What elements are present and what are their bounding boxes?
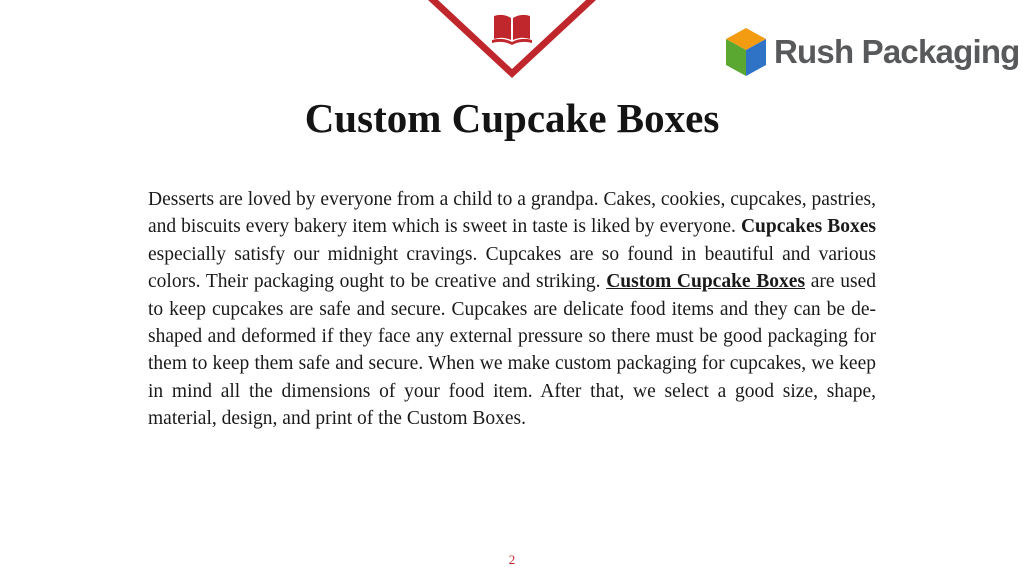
page-title: Custom Cupcake Boxes	[304, 95, 720, 141]
logo-name: Rush Packaging	[774, 33, 1020, 70]
body-paragraph	[148, 186, 876, 433]
page-number: 2	[508, 552, 516, 567]
body-text-part-1: Desserts are loved by everyone from a child to a grandpa. Cakes, cookies, cupcakes, pastries, and biscuits every bakery item which is sweet in taste is liked by everyone.	[148, 189, 876, 238]
rush-packaging-logo[interactable]	[724, 22, 1020, 82]
bold-keyword: Cupcakes Boxes	[740, 216, 876, 238]
body-text-part-2: especially satisfy our midnight cravings. Cupcakes are so found in beautiful and various colors. Their packaging ought to be creative and striking.	[148, 243, 876, 293]
cube-logo-icon	[724, 26, 768, 78]
custom-cupcake-boxes-link[interactable]: Custom Cupcake Boxes	[606, 271, 806, 293]
body-text-part-3: are used to keep cupcakes are safe and secure. Cupcakes are delicate food items and they can be de-shaped and deformed if they face any external pressure so there must be good packaging for them to keep them safe and secure. When we make custom packaging for cupcakes, we keep in mind all the dimensions of your food item. After that, we select a good size, shape, material, design, and print of the Custom Boxes.	[148, 271, 876, 430]
